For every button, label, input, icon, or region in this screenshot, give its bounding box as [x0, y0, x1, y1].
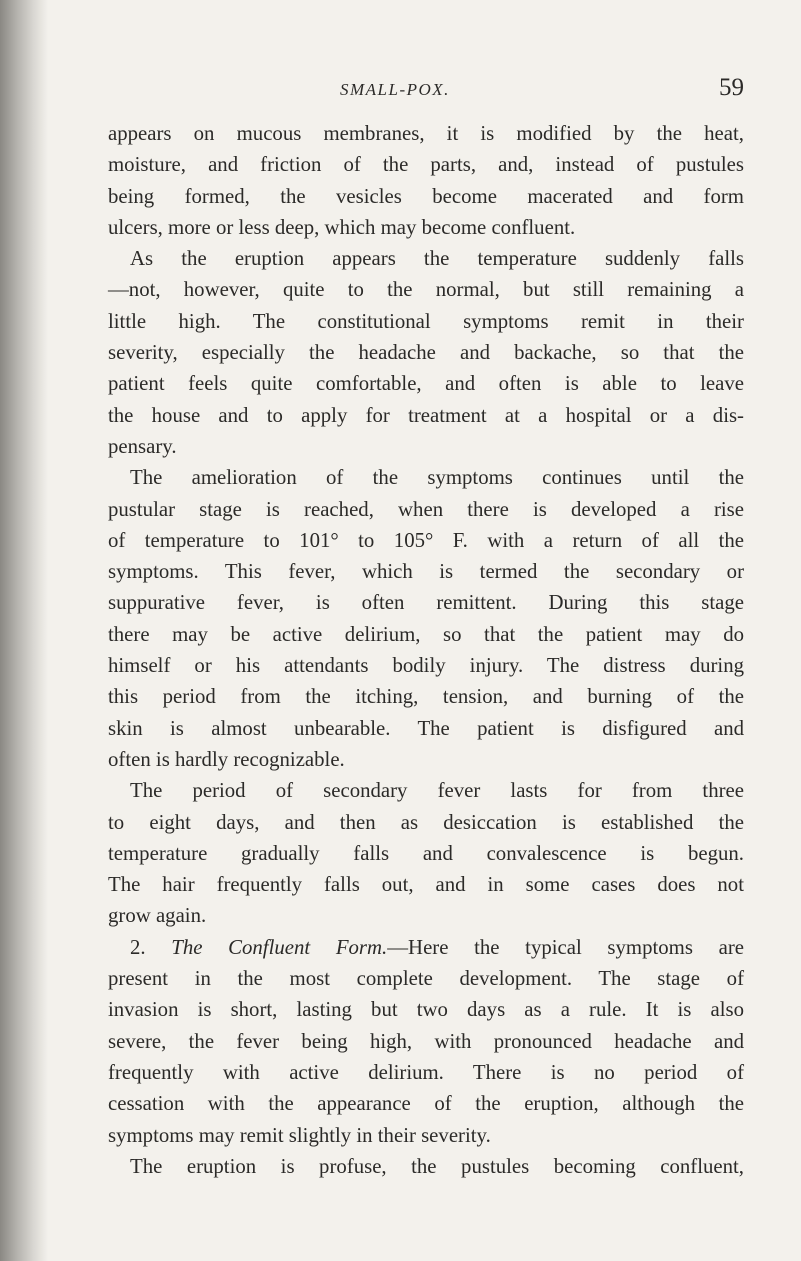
paragraph — [108, 775, 744, 931]
page-number: 59 — [719, 74, 744, 101]
section-title: The Confluent Form. — [171, 935, 388, 959]
text-line: to eight days, and then as desiccation is established the — [108, 810, 744, 834]
text-line: patient feels quite comfortable, and often is able to leave — [108, 372, 744, 396]
text-line: often is hardly recognizable. — [108, 747, 345, 771]
text-line: appears on mucous membranes, it is modified by the heat, — [108, 122, 744, 145]
text-line: present in the most complete development. The stage of — [108, 967, 744, 991]
text-line: moisture, and friction of the parts, and, instead of pustules — [108, 153, 744, 177]
text-line: The eruption is profuse, the pustules becoming confluent, — [130, 1154, 744, 1178]
text-line: skin is almost unbearable. The patient is disfigured and — [108, 716, 744, 740]
text-line: The period of secondary fever lasts for from three — [130, 779, 744, 803]
text-line: invasion is short, lasting but two days as a rule. It is also — [108, 998, 744, 1022]
paragraph — [108, 118, 744, 243]
text-line: suppurative fever, is often remittent. During this stage — [108, 591, 744, 615]
text-line: frequently with active delirium. There is no period of — [108, 1060, 744, 1084]
paragraph — [108, 243, 744, 462]
text-line: temperature gradually falls and convalescence is begun. — [108, 841, 744, 865]
text-line: cessation with the appearance of the eruption, although the — [108, 1092, 744, 1116]
page-header — [108, 74, 744, 114]
text-line: ulcers, more or less deep, which may become confluent. — [108, 215, 576, 239]
body-text — [108, 118, 744, 1182]
text-line: pensary. — [108, 434, 177, 458]
text-line: little high. The constitutional symptoms remit in their — [108, 309, 744, 333]
text-line: pustular stage is reached, when there is developed a rise — [108, 497, 744, 521]
book-binding-shadow — [0, 0, 48, 1261]
paragraph — [108, 932, 744, 1151]
text-line: of temperature to 101° to 105° F. with a return of all the — [108, 528, 744, 552]
running-head: SMALL-POX. — [340, 80, 450, 99]
text-line: As the eruption appears the temperature suddenly falls — [130, 247, 744, 271]
text-line: severe, the fever being high, with pronounced headache and — [108, 1029, 744, 1053]
text-line: —not, however, quite to the normal, but still remaining a — [108, 278, 744, 302]
text-line: this period from the itching, tension, and burning of the — [108, 685, 744, 709]
paragraph — [108, 1151, 744, 1182]
section-number: 2. — [130, 935, 146, 959]
section-lead-text: —Here the typical symptoms are — [387, 935, 744, 959]
text-line: there may be active delirium, so that the patient may do — [108, 622, 744, 646]
section-lead-line — [108, 932, 744, 963]
text-line: himself or his attendants bodily injury. The distress during — [108, 654, 744, 678]
text-line: grow again. — [108, 904, 207, 928]
text-line: The amelioration of the symptoms continues until the — [130, 466, 744, 490]
text-line: severity, especially the headache and backache, so that the — [108, 341, 744, 365]
text-line: being formed, the vesicles become macerated and form — [108, 184, 744, 208]
text-line: the house and to apply for treatment at a hospital or a dis- — [108, 403, 744, 427]
text-line: symptoms may remit slightly in their severity. — [108, 1123, 491, 1147]
book-page — [108, 74, 744, 1182]
text-line: The hair frequently falls out, and in some cases does not — [108, 873, 744, 897]
text-line: symptoms. This fever, which is termed the secondary or — [108, 560, 744, 584]
paragraph — [108, 462, 744, 775]
